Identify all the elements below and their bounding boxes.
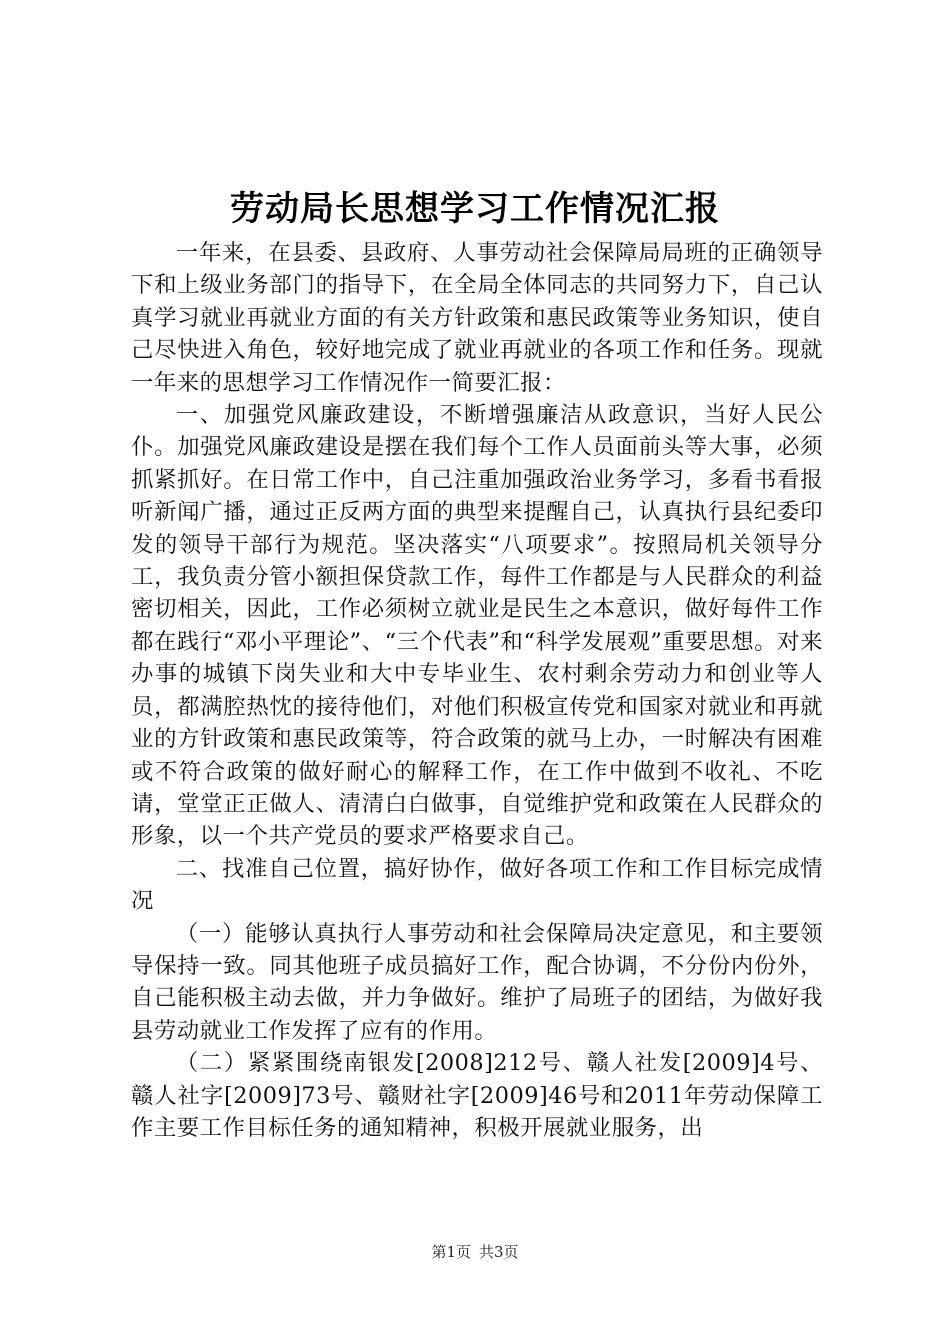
document-body xyxy=(131,237,823,1144)
paragraph-item-two: （二）紧紧围绕南银发[2008]212号、赣人社发[2009]4号、赣人社字[2009]73号、赣财社字[2009]46号和2011年劳动保障工作主要工作目标任务的通知精神，积极开展就业服务，出 xyxy=(131,1050,823,1141)
page-number: 第1页 xyxy=(431,1243,471,1261)
paragraph-section-one: 一、加强党风廉政建设，不断增强廉洁从政意识，当好人民公仆。加强党风廉政建设是摆在我们每个工作人员面前头等大事，必须抓紧抓好。在日常工作中，自己注重加强政治业务学习，多看书看报听新闻广播，通过正反两方面的典型来提醒自己，认真执行县纪委印发的领导干部行为规范。坚决落实“八项要求”。按照局机关领导分工，我负责分管小额担保贷款工作，每件工作都是与人民群众的利益密切相关，因此，工作必须树立就业是民生之本意识，做好每件工作都在践行“邓小平理论”、“三个代表”和“科学发展观”重要思想。对来办事的城镇下岗失业和大中专毕业生、农村剩余劳动力和创业等人员，都满腔热忱的接待他们，对他们积极宣传党和国家对就业和再就业的方针政策和惠民政策等，符合政策的就马上办，一时解决有困难或不符合政策的做好耐心的解释工作，在工作中做到不收礼、不吃请，堂堂正正做人、清清白白做事，自觉维护党和政策在人民群众的形象，以一个共产党员的要求严格要求自己。 xyxy=(131,402,823,850)
paragraph-item-one: （一）能够认真执行人事劳动和社会保障局决定意见，和主要领导保持一致。同其他班子成员搞好工作，配合协调，不分份内份外，自己能积极主动去做，并力争做好。维护了局班子的团结，为做好我县劳动就业工作发挥了应有的作用。 xyxy=(131,920,823,1044)
paragraph-section-two-heading: 二、找准自己位置，搞好协作，做好各项工作和工作目标完成情况 xyxy=(131,855,823,915)
page-footer xyxy=(0,1242,950,1262)
page-total: 共3页 xyxy=(479,1243,519,1261)
document-title: 劳动局长思想学习工作情况汇报 xyxy=(230,189,720,229)
paragraph-intro: 一年来，在县委、县政府、人事劳动社会保障局局班的正确领导下和上级业务部门的指导下，在全局全体同志的共同努力下，自己认真学习就业再就业方面的有关方针政策和惠民政策等业务知识，使自己尽快进入角色，较好地完成了就业再就业的各项工作和任务。现就一年来的思想学习工作情况作一简要汇报： xyxy=(131,240,823,396)
